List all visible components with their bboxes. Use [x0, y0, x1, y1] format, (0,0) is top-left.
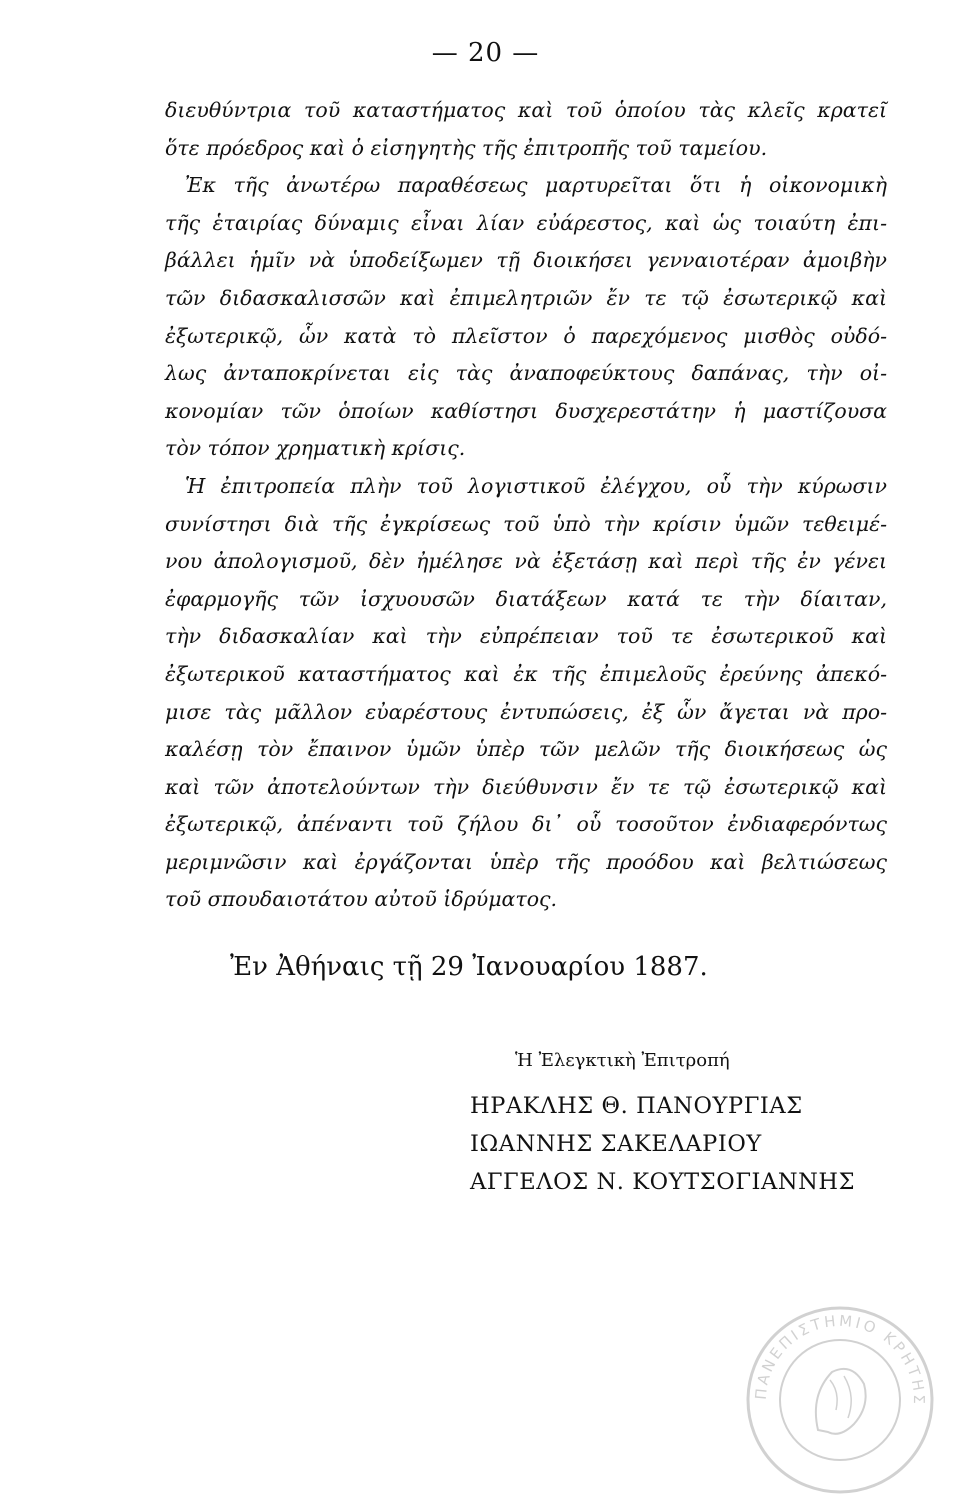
text-line: καὶ τῶν ἀποτελούντων τὴν διεύθυνσιν ἔν τε τῷ ἐσωτερικῷ καὶ: [165, 774, 887, 799]
text-line: μισε τὰς μᾶλλον εὐαρέστους ἐντυπώσεις, ἐξ ὧν ἄγεται νὰ προ-: [165, 699, 887, 724]
text-line: μεριμνῶσιν καὶ ἐργάζονται ὑπὲρ τῆς προόδου καὶ βελτιώσεως: [165, 849, 887, 874]
text-line: τὴν διδασκαλίαν καὶ τὴν εὐπρέπειαν τοῦ τε ἐσωτερικοῦ καὶ: [165, 624, 887, 649]
text-line: καλέσῃ τὸν ἔπαινον ὑμῶν ὑπὲρ τῶν μελῶν τῆς διοικήσεως ὡς: [165, 737, 887, 762]
text-line: βάλλει ἡμῖν νὰ ὑποδείξωμεν τῇ διοικήσει γενναιοτέραν ἀμοιβὴν: [165, 248, 887, 273]
committee-title: Ἡ Ἐλεγκτικὴ Ἐπιτροπή: [515, 1050, 730, 1071]
body-text: [165, 92, 887, 919]
text-line: ὅτε πρόεδρος καὶ ὁ εἰσηγητὴς τῆς ἐπιτροπῆς τοῦ ταμείου.: [165, 135, 768, 160]
stamp-text: ΠΑΝΕΠΙΣΤΗΜΙΟ ΚΡΗΤΗΣ: [751, 1311, 929, 1408]
text-line: τὸν τόπον χρηματικὴ κρίσις.: [165, 436, 466, 461]
text-line: ἐξωτερικῷ, ὧν κατὰ τὸ πλεῖστον ὁ παρεχόμενος μισθὸς οὐδό-: [165, 323, 887, 348]
text-line: διευθύντρια τοῦ καταστήματος καὶ τοῦ ὁποίου τὰς κλεῖς κρατεῖ: [165, 98, 887, 122]
text-line: κονομίαν τῶν ὁποίων καθίστησι δυσχερεστάτην ἡ μαστίζουσα: [165, 398, 887, 423]
signature-block: [470, 1050, 855, 1201]
member-name: ΑΓΓΕΛΟΣ Ν. ΚΟΥΤΣΟΓΙΑΝΝΗΣ: [470, 1169, 856, 1195]
text-line: Ἐκ τῆς ἀνωτέρω παραθέσεως μαρτυρεῖται ὅτι ἡ οἰκονομικὴ: [185, 173, 887, 198]
text-line: λως ἀνταποκρίνεται εἰς τὰς ἀναποφεύκτους δαπάνας, τὴν οἰ-: [165, 361, 887, 386]
text-line: ἐξωτερικοῦ καταστήματος καὶ ἐκ τῆς ἐπιμελοῦς ἐρεύνης ἀπεκό-: [165, 661, 887, 686]
member-name: ΙΩΑΝΝΗΣ ΣΑΚΕΛΑΡΙΟΥ: [470, 1131, 762, 1157]
text-line: ἐξωτερικῷ, ἀπέναντι τοῦ ζήλου δι᾽ οὗ τοσοῦτον ἐνδιαφερόντως: [165, 812, 887, 837]
text-line: νου ἀπολογισμοῦ, δὲν ἠμέλησε νὰ ἐξετάσῃ καὶ περὶ τῆς ἐν γένει: [165, 549, 887, 574]
text-line: ἐφαρμογῆς τῶν ἰσχυουσῶν διατάξεων κατά τε τὴν δίαιταν,: [165, 586, 887, 611]
page-number: — 20 —: [431, 38, 540, 68]
svg-text:ΠΑΝΕΠΙΣΤΗΜΙΟ ΚΡΗΤΗΣ: [752, 1312, 928, 1407]
text-line: τῆς ἑταιρίας δύναμις εἶναι λίαν εὐάρεστος, καὶ ὡς τοιαύτη ἐπι-: [165, 210, 887, 235]
text-line: Ἡ ἐπιτροπεία πλὴν τοῦ λογιστικοῦ ἐλέγχου, οὗ τὴν κύρωσιν: [185, 473, 887, 498]
text-line: τοῦ σπουδαιοτάτου αὐτοῦ ἱδρύματος.: [165, 887, 558, 912]
library-stamp-icon: [740, 1300, 940, 1500]
dateline: Ἐν Ἀθήναις τῇ 29 Ἰανουαρίου 1887.: [230, 952, 708, 982]
text-line: τῶν διδασκαλισσῶν καὶ ἐπιμελητριῶν ἔν τε τῷ ἐσωτερικῷ καὶ: [165, 285, 887, 310]
member-name: ΗΡΑΚΛΗΣ Θ. ΠΑΝΟΥΡΓΙΑΣ: [470, 1093, 803, 1119]
text-line: συνίστησι διὰ τῆς ἐγκρίσεως τοῦ ὑπὸ τὴν κρίσιν ὑμῶν τεθειμέ-: [165, 511, 887, 536]
